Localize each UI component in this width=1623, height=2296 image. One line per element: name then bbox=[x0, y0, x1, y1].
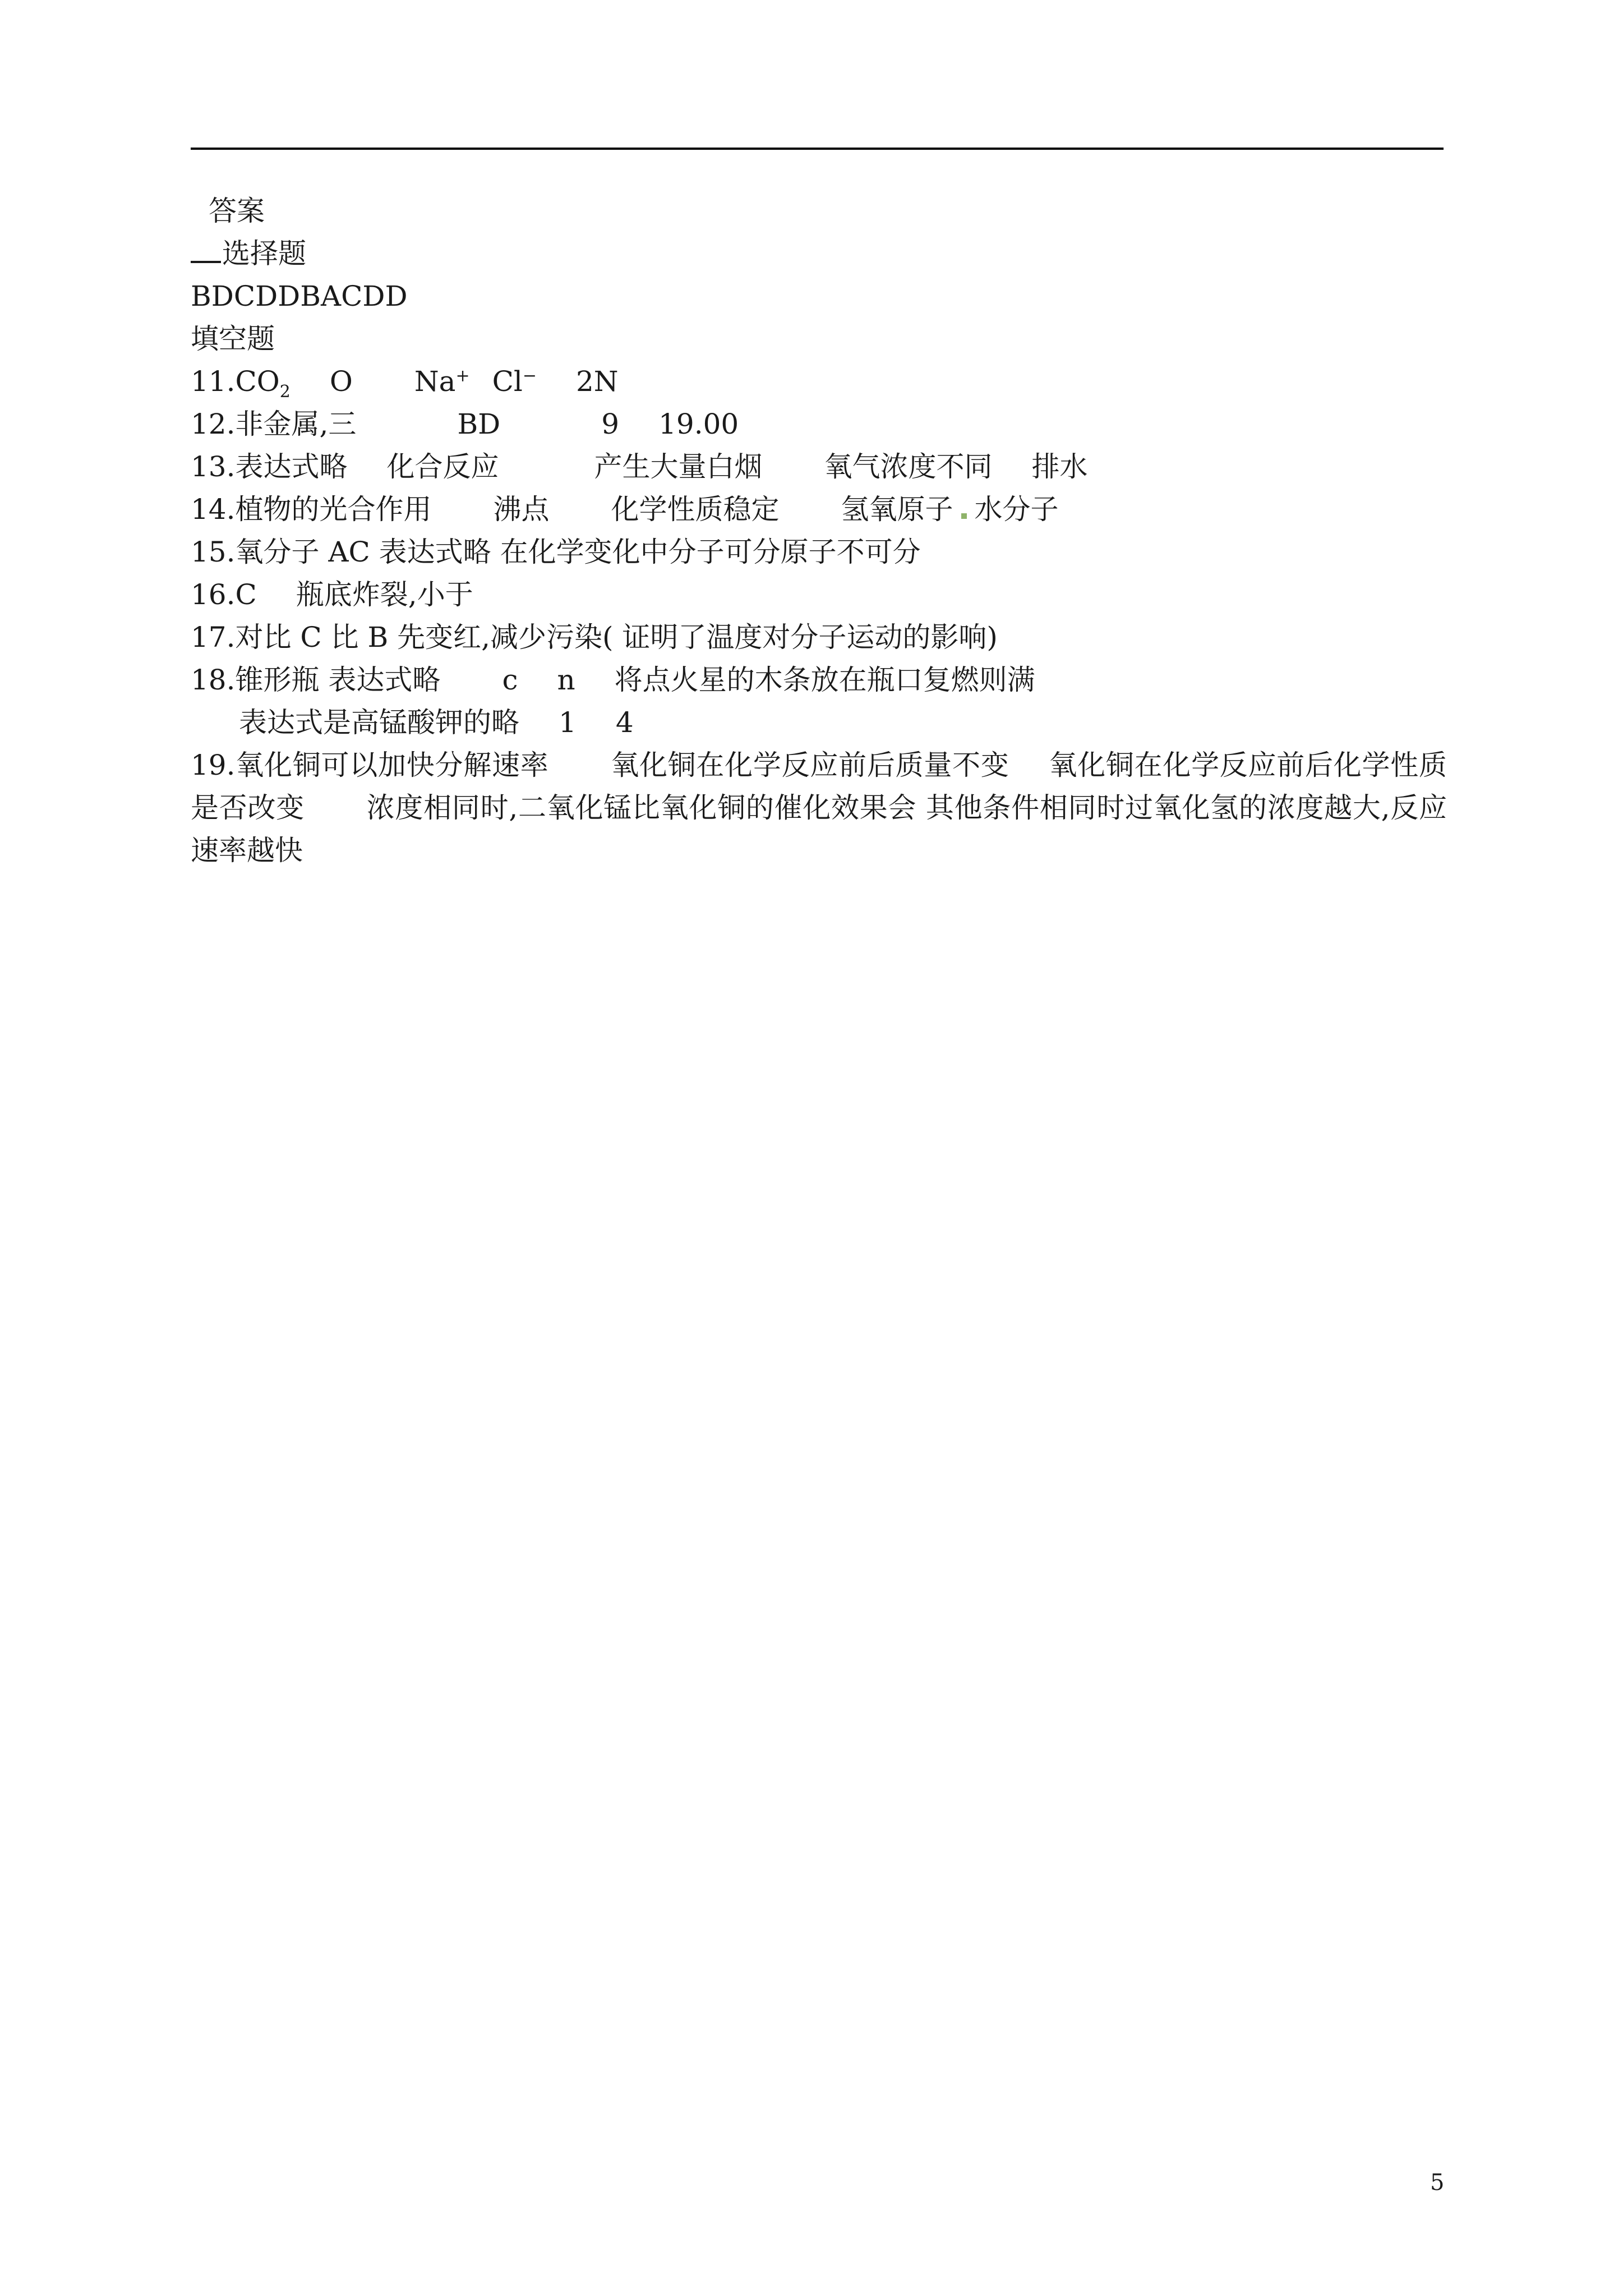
answer-14: 14.植物的光合作用 沸点 化学性质稳定 氢氧原子 水分子 bbox=[191, 493, 1059, 526]
answer-number: 16. bbox=[191, 578, 236, 611]
page-number: 5 bbox=[1430, 2170, 1445, 2196]
answer-number: 11. bbox=[191, 365, 236, 398]
answer-15: 15.氧分子 AC 表达式略 在化学变化中分子可分原子不可分 bbox=[191, 536, 921, 568]
ion-na: Na+ bbox=[414, 365, 470, 398]
answer-number: 14. bbox=[191, 493, 236, 526]
answer-number: 15. bbox=[191, 536, 236, 568]
symbol-2n: 2N bbox=[575, 365, 619, 398]
answer-number: 12. bbox=[191, 408, 236, 440]
answer-17: 17.对比 C 比 B 先变红,减少污染( 证明了温度对分子运动的影响) bbox=[191, 621, 998, 654]
header-rule bbox=[191, 148, 1444, 150]
section2-title-text: 填空题 bbox=[191, 323, 275, 355]
answer-19: 19.氧化铜可以加快分解速率 氧化铜在化学反应前后质量不变 氧化铜在化学反应前后化学性质是否改变 浓度相同时,二氧化锰比氧化铜的催化效果会 其他条件相同时过氧化氢的浓度越大,反应速率越快 bbox=[191, 749, 1447, 867]
section1-title-text: 选择题 bbox=[222, 237, 306, 270]
answer-13: 13.表达式略 化合反应 产生大量白烟 氧气浓度不同 排水 bbox=[191, 450, 1088, 483]
answer-18-continued: 表达式是高锰酸钾的略 1 4 bbox=[239, 706, 634, 739]
answer-number: 18. bbox=[191, 664, 236, 696]
answer-content bbox=[191, 190, 1447, 872]
answer-11 bbox=[191, 360, 1447, 403]
blank-underline bbox=[191, 233, 221, 263]
symbol-o: O bbox=[329, 365, 353, 398]
answer-number: 17. bbox=[191, 621, 236, 654]
formula-co2: $CO_2$ bbox=[235, 365, 291, 402]
stray-mark bbox=[961, 513, 967, 519]
mc-answers-text: BDCDDBACDD bbox=[191, 280, 408, 312]
answer-16: 16.C 瓶底炸裂,小于 bbox=[191, 578, 473, 611]
answer-12: 12.非金属,三 BD 9 19.00 bbox=[191, 408, 739, 440]
multiple-choice-answers bbox=[191, 275, 1447, 318]
answer-18: 18.锥形瓶 表达式略 c n 将点火星的木条放在瓶口复燃则满 bbox=[191, 664, 1035, 696]
section-multiple-choice-title bbox=[191, 232, 1447, 275]
answer-number: 19. bbox=[191, 749, 236, 781]
answer-number: 13. bbox=[191, 450, 236, 483]
answers-heading-text: 答案 bbox=[209, 195, 265, 227]
section-fill-in-title bbox=[191, 318, 1447, 360]
answers-heading bbox=[191, 190, 1447, 232]
ion-cl: Cl− bbox=[492, 365, 537, 398]
